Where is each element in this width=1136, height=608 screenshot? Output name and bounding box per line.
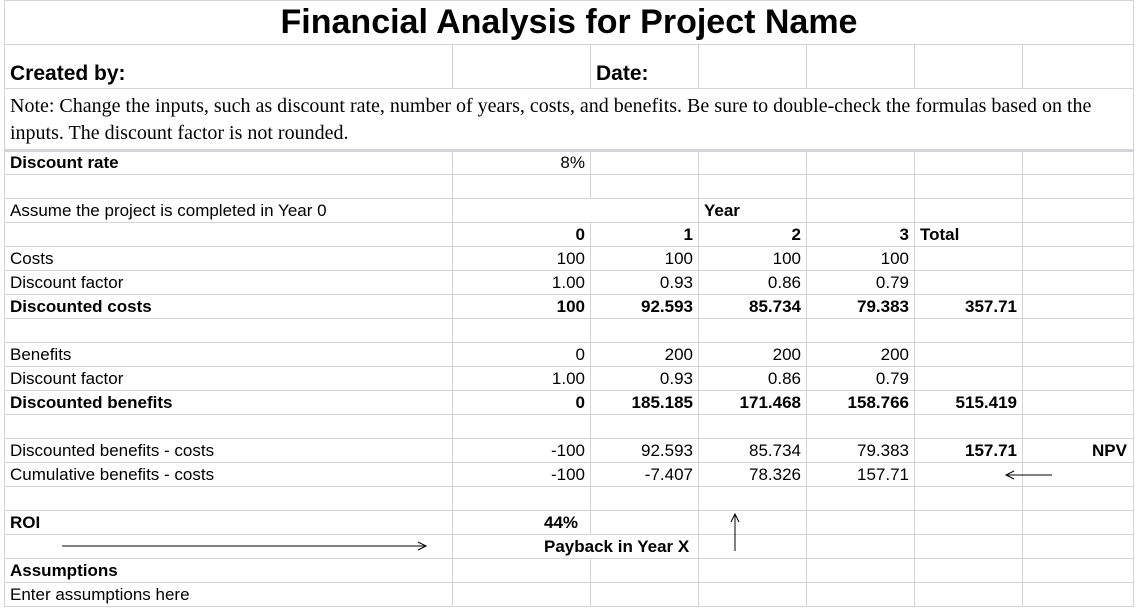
- cost-discount-factor-cell[interactable]: 0.79: [875, 273, 909, 292]
- payback-arrow[interactable]: [731, 514, 739, 551]
- net-cell[interactable]: 92.593: [641, 441, 693, 460]
- costs-cell[interactable]: 100: [772, 249, 801, 268]
- npv-arrow[interactable]: [1006, 471, 1052, 479]
- roi-value[interactable]: 44%: [544, 513, 579, 532]
- date-label[interactable]: Date:: [596, 62, 649, 85]
- discount-rate-label[interactable]: Discount rate: [10, 153, 119, 172]
- discounted-benefits-total[interactable]: 515.419: [955, 393, 1017, 412]
- created-by-label[interactable]: Created by:: [10, 62, 126, 85]
- discounted-benefits-cell[interactable]: 0: [575, 393, 585, 412]
- cost-discount-factor-label[interactable]: Discount factor: [10, 273, 124, 292]
- costs-cell[interactable]: 100: [556, 249, 585, 268]
- assumptions-heading[interactable]: Assumptions: [10, 561, 118, 580]
- discounted-costs-cell[interactable]: 100: [556, 297, 585, 316]
- cumulative-cell[interactable]: 157.71: [857, 465, 909, 484]
- costs-cell[interactable]: 100: [880, 249, 909, 268]
- benefit-discount-factor-cell[interactable]: 0.93: [659, 369, 693, 388]
- discounted-benefits-cell[interactable]: 171.468: [739, 393, 801, 412]
- net-label[interactable]: Discounted benefits - costs: [10, 441, 215, 460]
- npv-value[interactable]: 157.71: [965, 441, 1017, 460]
- benefits-cell[interactable]: 200: [772, 345, 801, 364]
- benefits-cell[interactable]: 200: [664, 345, 693, 364]
- cumulative-cell[interactable]: -100: [550, 465, 585, 484]
- year-label[interactable]: Year: [704, 201, 740, 220]
- cost-discount-factor-cell[interactable]: 0.86: [767, 273, 801, 292]
- sheet-title[interactable]: Financial Analysis for Project Name: [280, 3, 858, 41]
- benefit-discount-factor-cell[interactable]: 0.86: [767, 369, 801, 388]
- discounted-costs-cell[interactable]: 79.383: [857, 297, 909, 316]
- net-cell[interactable]: 85.734: [749, 441, 801, 460]
- benefits-label[interactable]: Benefits: [10, 345, 72, 364]
- cost-discount-factor-cell[interactable]: 1.00: [551, 273, 585, 292]
- total-header[interactable]: Total: [920, 225, 960, 244]
- discount-rate-value[interactable]: 8%: [560, 153, 585, 172]
- benefits-cell[interactable]: 0: [575, 345, 585, 364]
- benefit-discount-factor-cell[interactable]: 0.79: [875, 369, 909, 388]
- cost-discount-factor-cell[interactable]: 0.93: [659, 273, 693, 292]
- discounted-costs-cell[interactable]: 92.593: [641, 297, 693, 316]
- discounted-benefits-cell[interactable]: 158.766: [847, 393, 909, 412]
- discounted-costs-cell[interactable]: 85.734: [749, 297, 801, 316]
- year-header-3[interactable]: 3: [899, 225, 909, 244]
- discounted-benefits-label[interactable]: Discounted benefits: [10, 393, 173, 412]
- note-text[interactable]: Note: Change the inputs, such as discount rate, number of years, costs, and benefits. Be sure to double-check the formulas based on the inputs. The discount factor is not rounded.: [10, 95, 1092, 144]
- benefit-discount-factor-label[interactable]: Discount factor: [10, 369, 124, 388]
- roi-label[interactable]: ROI: [10, 513, 41, 532]
- cumulative-label[interactable]: Cumulative benefits - costs: [10, 465, 215, 484]
- benefits-cell[interactable]: 200: [880, 345, 909, 364]
- discounted-benefits-cell[interactable]: 185.185: [631, 393, 693, 412]
- assumptions-text[interactable]: Enter assumptions here: [10, 585, 190, 604]
- year-header-1[interactable]: 1: [683, 225, 693, 244]
- net-cell[interactable]: -100: [550, 441, 585, 460]
- year-header-0[interactable]: 0: [575, 225, 585, 244]
- year-header-2[interactable]: 2: [791, 225, 801, 244]
- roi-arrow[interactable]: [62, 542, 426, 550]
- discounted-costs-label[interactable]: Discounted costs: [10, 297, 152, 316]
- payback-label[interactable]: Payback in Year X: [544, 537, 690, 556]
- costs-label[interactable]: Costs: [10, 249, 54, 268]
- net-cell[interactable]: 79.383: [857, 441, 909, 460]
- cumulative-cell[interactable]: -7.407: [644, 465, 693, 484]
- assumption-label[interactable]: Assume the project is completed in Year 0: [10, 201, 327, 220]
- benefit-discount-factor-cell[interactable]: 1.00: [551, 369, 585, 388]
- discounted-costs-total[interactable]: 357.71: [965, 297, 1017, 316]
- cumulative-cell[interactable]: 78.326: [749, 465, 801, 484]
- costs-cell[interactable]: 100: [664, 249, 693, 268]
- npv-label[interactable]: NPV: [1092, 441, 1127, 460]
